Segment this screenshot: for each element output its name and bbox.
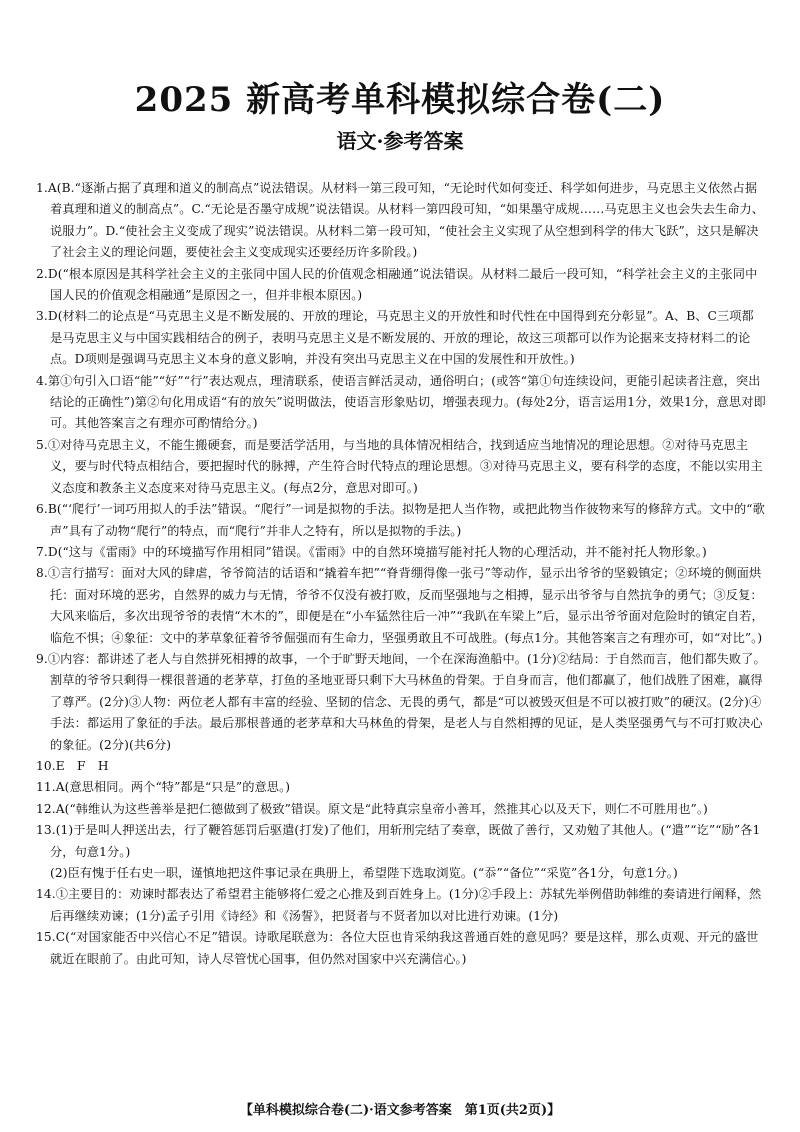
answer-item [36,371,766,435]
answer-item [36,777,766,798]
answer-number: 1. [36,181,48,195]
answer-number: 14. [36,887,56,902]
answer-text: (1)于是叫人押送出去，行了鞭笞惩罚后驱遣(打发)了他们，用斩刑完结了奏章，既做了善行，又劝勉了其他人。(“遣”“讫”“励”各1分，句意1分。) [50,823,761,859]
answer-item [36,756,766,777]
page-subtitle: 语文·参考答案 [336,129,464,153]
answer-item [36,820,766,884]
page-footer: 【单科模拟综合卷(二)·语文参考答案 第1页(共2页)】 [239,1103,561,1118]
answer-text: 第①句引入口语“能”“好”“行”表达观点，理清联系，使语言鲜活灵动，通俗明白；(或答“第①句连续设问，更能引起读者注意，突出结论的正确性”)第②句化用成语“有的放矢”说明做法，使语言形象贴切，增强表现力。(每处2分，语言运用1分，效果1分，意思对即可。其他答案言之有理亦可酌情给分。) [47,373,766,431]
answer-number: 7. [36,544,48,559]
answer-item [36,884,766,927]
answer-text: A(意思相同。两个“特”都是“只是”的意思。) [55,780,291,795]
answer-item [36,649,766,756]
answer-item [36,178,766,264]
answer-number: 2. [36,266,48,281]
answer-item [36,264,766,307]
answer-text: D(材料二的论点是“马克思主义是不断发展的、开放的理论，马克思主义的开放性和时代性在中国得到充分彰显”。A、B、C三项都是马克思主义与中国实践相结合的例子，表明马克思主义是不断发展的、开放的理论，故这三项都可以作为论据来支持材料二的论点。D项则是强调马克思主义本身的意义影响，并没有突出马克思主义在中国的发展性和开放性。) [47,309,754,367]
answer-number: 13. [36,823,56,838]
page-title: 2025 新高考单科模拟综合卷(二) [134,80,666,120]
answer-item [36,542,766,563]
answer-subtext: (2)臣有愧于任右史一职，谨慎地把这件事记录在典册上，希望陛下选取浏览。(“忝”“备位”“采览”各1分，句意1分。) [50,866,678,880]
answer-item [36,799,766,820]
answer-number: 9. [36,651,48,666]
answer-text: A(B.“逐渐占据了真理和道义的制高点”说法错误。从材料一第三段可知，“无论时代如何变迁、科学如何进步，马克思主义依然占据着真理和道义的制高点”。C.“无论是否墨守成规”说法错误。从材料一第四段可知，“如果墨守成规……马克思主义也会失去生命力、说服力”。D.“使社会主义变成了现实”说法错误。从材料二第一段可知，“使社会主义实现了从空想到科学的伟大飞跃”，这只是解决了社会主义的理论问题，要使社会主义变成现实还要经历许多阶段。) [47,181,765,260]
answer-number: 8. [36,566,48,581]
answer-number: 3. [36,309,48,324]
answer-item [36,499,766,542]
answer-text: ①内容：都讲述了老人与自然拼死相搏的故事，一个于旷野天地间，一个在深海渔船中。(1分)②结局：于自然而言，他们都失败了。割草的爷爷只剩得一棵很普通的老茅草，打鱼的圣地亚哥只剩下大马林鱼的骨架。于自身而言，他们都赢了，他们战胜了困难，赢得了尊严。(2分)③人物：两位老人都有丰富的经验、坚韧的信念、无畏的勇气，都是“可以被毁灭但是不可以被打败”的硬汉。(2分)④手法：都运用了象征的手法。最后那根普通的老茅草和大马林鱼的骨架，是老人与自然相搏的见证，是人类坚强勇气与不可打败决心的象征。(2分)(共6分) [47,651,766,752]
answer-number: 15. [36,930,56,945]
answer-item [36,435,766,499]
answer-item [36,306,766,370]
answer-text: C(“对国家能否中兴信心不足”错误。诗歌尾联意为：各位大臣也肯采纳我这普通百姓的意见吗？要是这样，那么贞观、开元的盛世就近在眼前了。由此可知，诗人尽管忧心国事，但仍然对国家中兴充满信心。) [50,930,759,966]
answer-list [36,178,766,970]
answer-item [36,563,766,649]
answer-text: B(“‘爬行’一词巧用拟人的手法”错误。“爬行”一词是拟物的手法。拟物是把人当作物，或把此物当作彼物来写的修辞方式。文中的“歌声”具有了动物“爬行”的特点，而“爬行”并非人之特有，所以是拟物的手法。) [47,502,765,538]
answer-text: A(“韩维认为这些善举是把仁德做到了极致”错误。原文是“此特真宗皇帝小善耳，然推其心以及天下，则仁不可胜用也”。) [55,801,708,816]
answer-text: E F H [55,758,109,773]
answer-text: ①主要目的：劝谏时都表达了希望君主能够将仁爱之心推及到百姓身上。(1分)②手段上：苏轼先举例借助韩维的奏请进行阐释，然后再继续劝谏；(1分)孟子引用《诗经》和《汤誓》，把贤者与不贤者加以对比进行劝谏。(1分) [50,887,762,923]
answer-text: ①对待马克思主义，不能生搬硬套，而是要活学活用，与当地的具体情况相结合，找到适应当地情况的理论思想。②对待马克思主义，要与时代特点相结合，要把握时代的脉搏，产生符合时代特点的理论思想。③对待马克思主义，要有科学的态度，不能以实用主义态度和教条主义态度来对待马克思主义。(每点2分，意思对即可。) [47,437,763,495]
answer-number: 6. [36,502,48,517]
answer-number: 5. [36,437,48,452]
answer-item [36,927,766,970]
answer-number: 11. [36,780,56,795]
answer-number: 4. [36,373,48,388]
answer-text: D(“根本原因是其科学社会主义的主张同中国人民的价值观念相融通”说法错误。从材料二最后一段可知，“科学社会主义的主张同中国人民的价值观念相融通”是原因之一，但并非根本原因。) [47,266,758,303]
answer-number: 10. [36,758,56,773]
answer-text: ①言行描写：面对大风的肆虐，爷爷简洁的话语和“撬着车把”“脊背绷得像一张弓”等动作，显示出爷爷的坚毅镇定；②环境的侧面烘托：面对环境的恶劣，自然界的威力与无情，爷爷不仅没有被打败，反而坚强地与之相搏，显示出爷爷与自然抗争的勇气；③反复：大风来临后，多次出现爷爷的表情“木木的”，即便是在“小车猛然往后一冲”“我趴在车梁上”后，显示出爷爷面对危险时的镇定自若，临危不惧；④象征：文中的茅草象征着爷爷倔强而有生命力，坚强勇敢且不可战胜。(每点1分。其他答案言之有理亦可，如“对比”。) [47,566,764,645]
answer-text: D(“这与《雷雨》中的环境描写作用相同”错误。《雷雨》中的自然环境描写能衬托人物的心理活动，并不能衬托人物形象。) [47,544,707,559]
answer-number: 12. [36,801,56,816]
